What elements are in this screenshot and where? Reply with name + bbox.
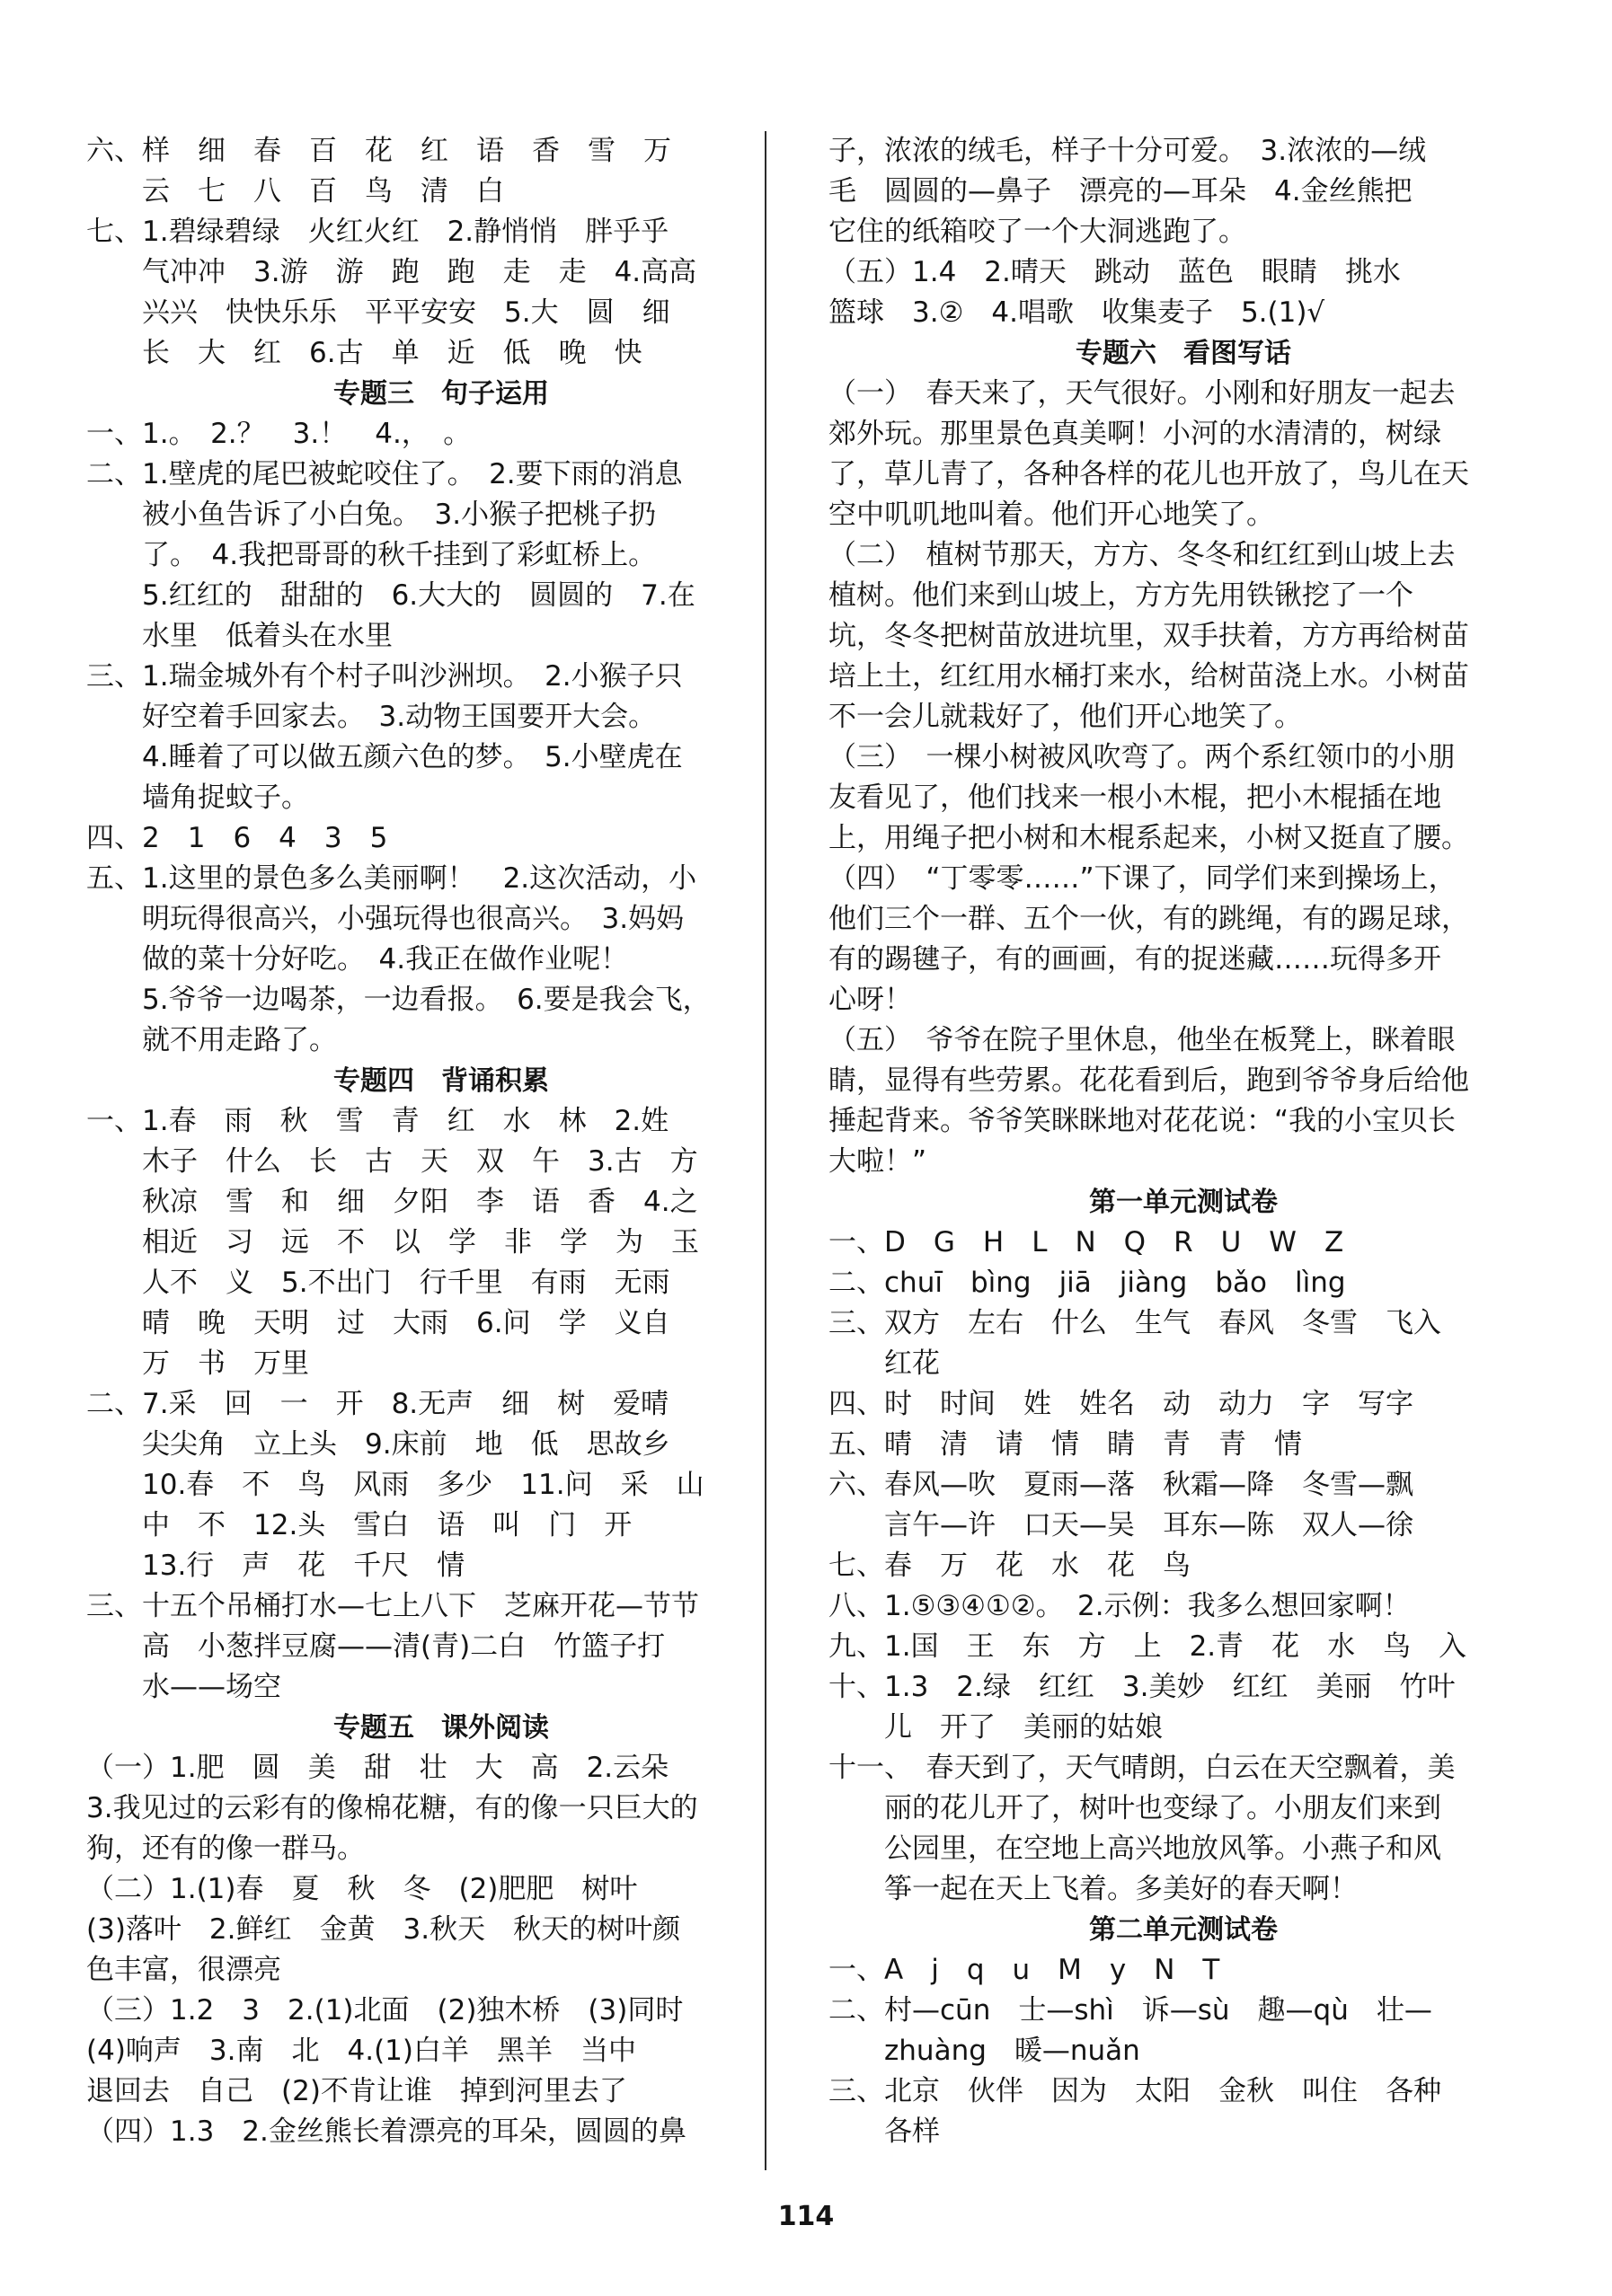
- answer-line: 郊外玩。那里景色真美啊！小河的水清清的，树绿: [828, 418, 1441, 450]
- answer-line: 不一会儿就栽好了，他们开心地笑了。: [828, 701, 1302, 733]
- answer-line: 兴兴 快快乐乐 平平安安 5.大 圆 细: [86, 296, 670, 329]
- answer-line: 十一、 春天到了，天气晴朗，白云在天空飘着，美: [828, 1752, 1456, 1784]
- answer-line: 气冲冲 3.游 游 跑 跑 走 走 4.高高: [86, 256, 697, 288]
- answer-line: （五） 爷爷在院子里休息，他坐在板凳上，眯着眼: [828, 1024, 1456, 1056]
- answer-line: 长 大 红 6.古 单 近 低 晚 快: [86, 337, 642, 369]
- section-heading: 专题四 背诵积累: [333, 1065, 549, 1097]
- answer-line: 各样: [828, 2115, 940, 2148]
- answer-line: （二）1.(1)春 夏 秋 冬 (2)肥肥 树叶: [86, 1873, 638, 1905]
- answer-line: 四、时 时间 姓 姓名 动 动力 字 写字: [828, 1388, 1413, 1420]
- answer-line: 三、双方 左右 什么 生气 春风 冬雪 飞入: [828, 1307, 1441, 1339]
- answer-line: （一） 春天来了，天气很好。小刚和好朋友一起去: [828, 377, 1456, 410]
- answer-line: 4.睡着了可以做五颜六色的梦。 5.小壁虎在: [86, 741, 683, 773]
- answer-line: 心呀！: [828, 984, 912, 1016]
- answer-line: 退回去 自己 (2)不肯让谁 掉到河里去了: [86, 2075, 627, 2107]
- answer-line: 人不 义 5.不出门 行千里 有雨 无雨: [86, 1267, 670, 1299]
- answer-line: 被小鱼告诉了小白兔。 3.小猴子把桃子扔: [86, 499, 657, 531]
- answer-line: 三、十五个吊桶打水—七上八下 芝麻开花—节节: [86, 1590, 699, 1622]
- answer-line: 友看见了，他们找来一根小木棍，把小木棍插在地: [828, 782, 1441, 814]
- answer-line: zhuàng 暖—nuǎn: [828, 2035, 1140, 2067]
- answer-line: 3.我见过的云彩有的像棉花糖，有的像一只巨大的: [86, 1792, 698, 1824]
- answer-line: （三）1.2 3 2.(1)北面 (2)独木桥 (3)同时: [86, 1994, 684, 2027]
- answer-line: 秋凉 雪 和 细 夕阳 李 语 香 4.之: [86, 1186, 698, 1218]
- answer-line: 十、1.3 2.绿 红红 3.美妙 红红 美丽 竹叶: [828, 1671, 1456, 1703]
- page-number: 114: [777, 2201, 835, 2232]
- answer-line: 了。 4.我把哥哥的秋千挂到了彩虹桥上。: [86, 539, 657, 571]
- answer-line: 二、村—cūn 士—shì 诉—sù 趣—qù 壮—: [828, 1994, 1432, 2027]
- answer-line: 七、1.碧绿碧绿 火红火红 2.静悄悄 胖乎乎: [86, 216, 669, 248]
- answer-line: 狗，还有的像一群马。: [86, 1832, 365, 1865]
- answer-line: 公园里，在空地上高兴地放风筝。小燕子和风: [828, 1832, 1441, 1865]
- section-heading: 第二单元测试卷: [1089, 1914, 1278, 1946]
- answer-line: 有的踢毽子，有的画画，有的捉迷藏……玩得多开: [828, 943, 1441, 976]
- answer-line: 二、7.采 回 一 开 8.无声 细 树 爱晴: [86, 1388, 669, 1420]
- answer-line: 一、1.。 2.？ 3.！ 4.， 。: [86, 418, 472, 450]
- section-heading: 专题五 课外阅读: [333, 1712, 549, 1744]
- answer-line: 三、北京 伙伴 因为 太阳 金秋 叫住 各种: [828, 2075, 1441, 2107]
- answer-line: 他们三个一群、五个一伙，有的跳绳，有的踢足球，: [828, 903, 1469, 935]
- answer-line: (3)落叶 2.鲜红 金黄 3.秋天 秋天的树叶颜: [86, 1913, 681, 1946]
- answer-line: 一、1.春 雨 秋 雪 青 红 水 林 2.姓: [86, 1105, 669, 1137]
- answer-line: （二） 植树节那天，方方、冬冬和红红到山坡上去: [828, 539, 1456, 571]
- answer-line: 就不用走路了。: [86, 1024, 337, 1056]
- answer-line: 一、A j q u M y N T: [828, 1954, 1220, 1986]
- answer-line: 篮球 3.② 4.唱歌 收集麦子 5.(1)√: [828, 296, 1325, 329]
- answer-line: 九、1.国 王 东 方 上 2.青 花 水 鸟 入: [828, 1630, 1467, 1663]
- section-heading: 第一单元测试卷: [1089, 1187, 1278, 1218]
- answer-line: 睛，显得有些劳累。花花看到后，跑到爷爷身后给他: [828, 1064, 1469, 1097]
- section-heading: 专题六 看图写话: [1076, 338, 1291, 369]
- right-column: [828, 131, 1538, 2152]
- answer-line: 红花: [828, 1347, 940, 1380]
- answer-line: 坑，冬冬把树苗放进坑里，双手扶着，方方再给树苗: [828, 620, 1469, 652]
- answer-line: 七、春 万 花 水 花 鸟: [828, 1550, 1191, 1582]
- answer-line: 六、春风—吹 夏雨—落 秋霜—降 冬雪—飘: [828, 1469, 1413, 1501]
- answer-line: 水——场空: [86, 1671, 281, 1703]
- answer-line: 中 不 12.头 雪白 语 叫 门 开: [86, 1509, 633, 1541]
- answer-line: 空中叽叽地叫着。他们开心地笑了。: [828, 499, 1274, 531]
- answer-line: 六、样 细 春 百 花 红 语 香 雪 万: [86, 135, 671, 167]
- answer-line: 尖尖角 立上头 9.床前 地 低 思故乡: [86, 1428, 670, 1461]
- answer-line: 明玩得很高兴，小强玩得也很高兴。 3.妈妈: [86, 903, 685, 935]
- answer-line: 言午—许 口天—吴 耳东—陈 双人—徐: [828, 1509, 1413, 1541]
- answer-line: 五、晴 清 请 情 睛 青 青 情: [828, 1428, 1302, 1461]
- answer-line: 水里 低着头在水里: [86, 620, 393, 652]
- answer-line: 植树。他们来到山坡上，方方先用铁锹挖了一个: [828, 579, 1413, 612]
- answer-line: （一）1.肥 圆 美 甜 壮 大 高 2.云朵: [86, 1752, 669, 1784]
- answer-line: 10.春 不 鸟 风雨 多少 11.问 采 山: [86, 1469, 704, 1501]
- answer-line: 万 书 万里: [86, 1347, 309, 1380]
- answer-line: 三、1.瑞金城外有个村子叫沙洲坝。 2.小猴子只: [86, 660, 683, 693]
- answer-line: 毛 圆圆的—鼻子 漂亮的—耳朵 4.金丝熊把: [828, 175, 1413, 208]
- answer-line: （四） “丁零零……”下课了，同学们来到操场上，: [828, 862, 1457, 895]
- answer-line: 好空着手回家去。 3.动物王国要开大会。: [86, 701, 657, 733]
- answer-line: 色丰富，很漂亮: [86, 1954, 281, 1986]
- answer-line: 八、1.⑤③④①②。 2.示例：我多么想回家啊！: [828, 1590, 1411, 1622]
- answer-line: 13.行 声 花 千尺 情: [86, 1550, 465, 1582]
- answer-line: 5.爷爷一边喝茶，一边看报。 6.要是我会飞，: [86, 984, 711, 1016]
- answer-line: 木子 什么 长 古 天 双 午 3.古 方: [86, 1145, 698, 1178]
- answer-line: 子，浓浓的绒毛，样子十分可爱。 3.浓浓的—绒: [828, 135, 1427, 167]
- answer-line: 捶起背来。爷爷笑眯眯地对花花说：“我的小宝贝长: [828, 1105, 1457, 1137]
- answer-line: (4)响声 3.南 北 4.(1)白羊 黑羊 当中: [86, 2035, 636, 2067]
- answer-line: 了，草儿青了，各种各样的花儿也开放了，鸟儿在天: [828, 458, 1469, 490]
- section-heading: 专题三 句子运用: [333, 378, 549, 410]
- answer-line: 儿 开了 美丽的姑娘: [828, 1711, 1163, 1744]
- answer-line: 四、2 1 6 4 3 5: [86, 822, 388, 854]
- answer-line: 晴 晚 天明 过 大雨 6.问 学 义自: [86, 1307, 670, 1339]
- answer-line: 墙角捉蚊子。: [86, 782, 309, 814]
- answer-line: 做的菜十分好吃。 4.我正在做作业呢！: [86, 943, 629, 976]
- answer-line: （三） 一棵小树被风吹弯了。两个系红领巾的小朋: [828, 741, 1456, 773]
- answer-line: 筝一起在天上飞着。多美好的春天啊！: [828, 1873, 1358, 1905]
- answer-line: 二、1.壁虎的尾巴被蛇咬住了。 2.要下雨的消息: [86, 458, 683, 490]
- answer-line: 二、chuī bìng jiā jiàng bǎo lìng: [828, 1267, 1346, 1299]
- answer-line: 五、1.这里的景色多么美丽啊！ 2.这次活动，小: [86, 862, 697, 895]
- answer-line: 上，用绳子把小树和木棍系起来，小树又挺直了腰。: [828, 822, 1469, 854]
- left-column: [86, 131, 796, 2152]
- answer-line: 高 小葱拌豆腐——清(青)二白 竹篮子打: [86, 1630, 666, 1663]
- answer-line: 云 七 八 百 鸟 清 白: [86, 175, 504, 208]
- answer-line: 大啦！”: [828, 1145, 927, 1178]
- answer-line: （四）1.3 2.金丝熊长着漂亮的耳朵，圆圆的鼻: [86, 2115, 686, 2148]
- column-divider: [765, 131, 766, 2170]
- answer-line: 相近 习 远 不 以 学 非 学 为 玉: [86, 1226, 699, 1258]
- answer-line: 5.红红的 甜甜的 6.大大的 圆圆的 7.在: [86, 579, 695, 612]
- answer-line: 丽的花儿开了，树叶也变绿了。小朋友们来到: [828, 1792, 1441, 1824]
- answer-line: 它住的纸箱咬了一个大洞逃跑了。: [828, 216, 1246, 248]
- answer-line: 一、D G H L N Q R U W Z: [828, 1226, 1344, 1258]
- answer-line: 培上土，红红用水桶打来水，给树苗浇上水。小树苗: [828, 660, 1469, 693]
- answer-line: （五）1.4 2.晴天 跳动 蓝色 眼睛 挑水: [828, 256, 1401, 288]
